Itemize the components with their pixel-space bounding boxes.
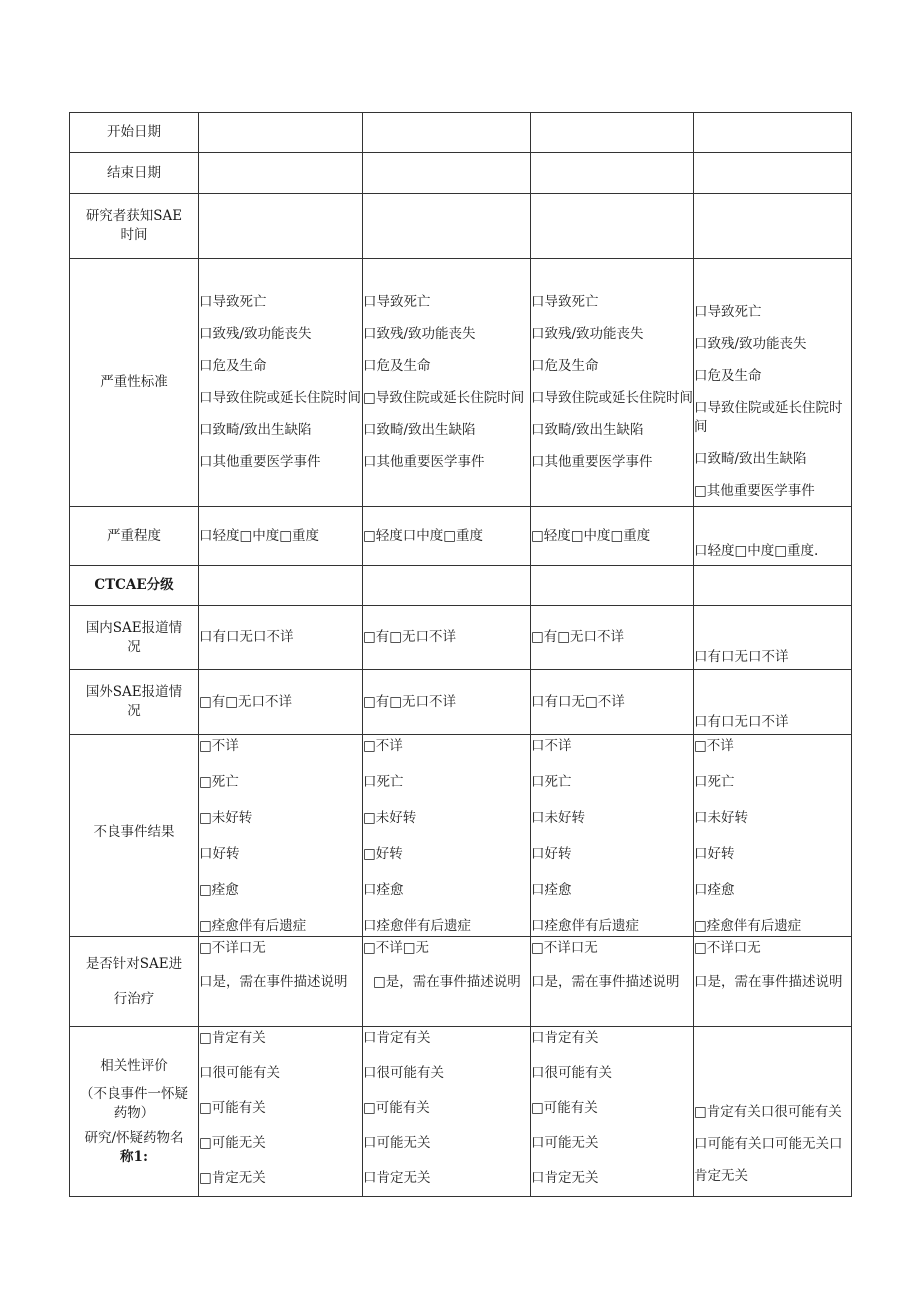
treatment-label-line1: 是否针对SAE进 — [85, 955, 183, 972]
start-date-field-4[interactable] — [694, 113, 852, 153]
relatedness-label-line4: 研究/怀疑药物名 — [84, 1129, 184, 1146]
awareness-time-field-3[interactable] — [531, 194, 694, 259]
option-death[interactable]: 口导致死亡 — [694, 304, 762, 320]
option-other-medical-event[interactable]: 口其他重要医学事件 — [531, 454, 653, 470]
option-definitely-unrelated[interactable]: 口肯定无关 — [363, 1170, 431, 1186]
option-birth-defect[interactable]: 口致畸/致出生缺陷 — [694, 451, 807, 467]
option-life-threatening[interactable]: 口危及生命 — [363, 358, 431, 374]
option-birth-defect[interactable]: 口致畸/致出生缺陷 — [363, 422, 476, 438]
foreign-options-4[interactable]: 口有口无口不详 — [694, 670, 852, 735]
criteria-options-2 — [363, 259, 531, 507]
option-recovered[interactable]: 口痊愈 — [363, 882, 404, 898]
option-yes-describe[interactable]: 口是，需在事件描述说明 — [531, 974, 680, 990]
option-improved[interactable]: □好转 — [363, 846, 403, 862]
row-domestic-reports — [70, 606, 852, 670]
option-hospitalization[interactable]: 口导致住院或延长住院时间 — [694, 400, 843, 435]
row-outcome — [70, 735, 852, 937]
domestic-options-1[interactable]: 口有口无口不详 — [199, 606, 363, 670]
option-improved[interactable]: 口好转 — [694, 846, 735, 862]
option-definitely-unrelated[interactable]: □肯定无关 — [199, 1170, 266, 1186]
option-birth-defect[interactable]: 口致畸/致出生缺陷 — [531, 422, 644, 438]
outcome-options-3 — [531, 735, 694, 937]
option-recovered-with-sequelae[interactable]: □痊愈伴有后遗症 — [694, 918, 802, 934]
foreign-options-2[interactable]: □有□无口不详 — [363, 670, 531, 735]
end-date-field-4[interactable] — [694, 153, 852, 194]
relatedness-label-line5: 称1: — [120, 1148, 148, 1165]
awareness-time-field-4[interactable] — [694, 194, 852, 259]
foreign-options-3[interactable]: 口有口无□不详 — [531, 670, 694, 735]
row-ctcae — [70, 566, 852, 606]
option-death[interactable]: 口导致死亡 — [531, 294, 599, 310]
option-possibly-related[interactable]: □可能有关 — [363, 1100, 430, 1116]
treatment-options-3 — [531, 937, 694, 1027]
option-yes-describe[interactable]: 口是，需在事件描述说明 — [199, 974, 348, 990]
severity-label: 严重程度 — [70, 507, 199, 566]
option-not-improved[interactable]: 口未好转 — [531, 810, 585, 826]
start-date-field-3[interactable] — [531, 113, 694, 153]
option-definitely-related[interactable]: 口肯定有关 — [363, 1030, 431, 1046]
option-recovered[interactable]: 口痊愈 — [694, 882, 735, 898]
domestic-label-line2: 况 — [127, 638, 141, 655]
domestic-options-3[interactable]: □有□无口不详 — [531, 606, 694, 670]
row-foreign-reports — [70, 670, 852, 735]
option-death[interactable]: 口死亡 — [531, 774, 572, 790]
option-probably-related[interactable]: 口很可能有关 — [363, 1065, 444, 1081]
ctcae-field-4[interactable] — [694, 566, 852, 606]
severity-options-3[interactable]: □轻度□中度□重度 — [531, 507, 694, 566]
end-date-field-1[interactable] — [199, 153, 363, 194]
option-death[interactable]: 口导致死亡 — [199, 294, 267, 310]
severity-options-2[interactable]: □轻度口中度□重度 — [363, 507, 531, 566]
option-recovered[interactable]: □痊愈 — [199, 882, 239, 898]
option-unknown-no[interactable]: □不详口无 — [694, 940, 761, 956]
option-possibly-related[interactable]: □可能有关 — [199, 1100, 266, 1116]
end-date-label: 结束日期 — [70, 153, 199, 194]
treatment-label-line2: 行治疗 — [113, 990, 155, 1007]
option-disability[interactable]: 口致残/致功能丧失 — [531, 326, 644, 342]
option-death[interactable]: 口死亡 — [694, 774, 735, 790]
start-date-label: 开始日期 — [70, 113, 199, 153]
option-not-improved[interactable]: 口未好转 — [694, 810, 748, 826]
severity-options-1[interactable]: 口轻度□中度□重度 — [199, 507, 363, 566]
awareness-time-field-1[interactable] — [199, 194, 363, 259]
ctcae-field-1[interactable] — [199, 566, 363, 606]
option-possibly-related[interactable]: □可能有关 — [531, 1100, 598, 1116]
outcome-options-1 — [199, 735, 363, 937]
option-possibly-unrelated[interactable]: 口可能无关 — [531, 1135, 599, 1151]
row-end-date — [70, 153, 852, 194]
option-not-improved[interactable]: □未好转 — [363, 810, 417, 826]
foreign-options-1[interactable]: □有□无口不详 — [199, 670, 363, 735]
option-life-threatening[interactable]: 口危及生命 — [694, 368, 762, 384]
foreign-label-line1: 国外SAE报道情 — [85, 684, 183, 700]
option-death[interactable]: □死亡 — [199, 774, 239, 790]
option-death[interactable]: 口死亡 — [363, 774, 404, 790]
ctcae-field-2[interactable] — [363, 566, 531, 606]
row-severity — [70, 507, 852, 566]
severity-options-4[interactable]: 口轻度□中度□重度. — [694, 507, 852, 566]
outcome-label: 不良事件结果 — [70, 735, 199, 937]
awareness-time-field-2[interactable] — [363, 194, 531, 259]
option-unknown[interactable]: □不详 — [694, 738, 734, 754]
option-other-medical-event[interactable]: 口其他重要医学事件 — [199, 454, 321, 470]
start-date-field-2[interactable] — [363, 113, 531, 153]
option-relatedness-inline[interactable]: □肯定有关口很可能有关口可能有关口可能无关口肯定无关 — [694, 1104, 843, 1184]
option-probably-related[interactable]: 口很可能有关 — [199, 1065, 280, 1081]
option-unknown[interactable]: □不详 — [199, 738, 239, 754]
option-recovered-with-sequelae[interactable]: 口痊愈伴有后遗症 — [531, 918, 639, 934]
row-seriousness-criteria — [70, 259, 852, 507]
start-date-field-1[interactable] — [199, 113, 363, 153]
option-unknown[interactable]: □不详 — [363, 738, 403, 754]
treatment-options-4 — [694, 937, 852, 1027]
option-other-medical-event[interactable]: 口其他重要医学事件 — [363, 454, 485, 470]
relatedness-label-line2: （不良事件一怀疑 — [80, 1085, 188, 1102]
foreign-label — [70, 670, 199, 735]
option-unknown-no[interactable]: □不详口无 — [199, 940, 266, 956]
ctcae-label: CTCAE分级 — [70, 566, 199, 606]
option-yes-describe[interactable]: 口是，需在事件描述说明 — [694, 974, 843, 990]
option-life-threatening[interactable]: 口危及生命 — [531, 358, 599, 374]
ctcae-field-3[interactable] — [531, 566, 694, 606]
relatedness-label — [70, 1027, 199, 1197]
option-death[interactable]: 口导致死亡 — [363, 294, 431, 310]
awareness-time-label — [70, 194, 199, 259]
option-recovered-with-sequelae[interactable]: □痊愈伴有后遗症 — [199, 918, 307, 934]
criteria-options-4 — [694, 259, 852, 507]
relatedness-options-4 — [694, 1027, 852, 1197]
row-start-date — [70, 113, 852, 153]
option-improved[interactable]: 口好转 — [531, 846, 572, 862]
row-treatment — [70, 937, 852, 1027]
criteria-options-1 — [199, 259, 363, 507]
criteria-label: 严重性标准 — [70, 259, 199, 507]
option-yes-describe[interactable]: □是，需在事件描述说明 — [373, 974, 521, 990]
option-recovered[interactable]: 口痊愈 — [531, 882, 572, 898]
domestic-label — [70, 606, 199, 670]
sae-report-table — [69, 112, 852, 1197]
row-awareness-time — [70, 194, 852, 259]
treatment-options-2 — [363, 937, 531, 1027]
option-unknown-no[interactable]: □不详□无 — [363, 940, 430, 956]
domestic-options-2[interactable]: □有□无口不详 — [363, 606, 531, 670]
option-hospitalization[interactable]: 口导致住院或延长住院时间 — [199, 390, 361, 406]
relatedness-options-2 — [363, 1027, 531, 1197]
option-probably-related[interactable]: 口很可能有关 — [531, 1065, 612, 1081]
end-date-field-3[interactable] — [531, 153, 694, 194]
option-definitely-related[interactable]: 口肯定有关 — [531, 1030, 599, 1046]
option-definitely-unrelated[interactable]: 口肯定无关 — [531, 1170, 599, 1186]
option-disability[interactable]: 口致残/致功能丧失 — [694, 336, 807, 352]
option-possibly-unrelated[interactable]: □可能无关 — [199, 1135, 266, 1151]
option-unknown-no[interactable]: □不详口无 — [531, 940, 598, 956]
option-unknown[interactable]: 口不详 — [531, 738, 572, 754]
relatedness-label-line3: 药物） — [113, 1104, 155, 1121]
option-hospitalization[interactable]: 口导致住院或延长住院时间 — [531, 390, 693, 406]
domestic-options-4[interactable]: 口有口无口不详 — [694, 606, 852, 670]
option-not-improved[interactable]: □未好转 — [199, 810, 253, 826]
option-recovered-with-sequelae[interactable]: 口痊愈伴有后遗症 — [363, 918, 471, 934]
relatedness-options-1 — [199, 1027, 363, 1197]
option-hospitalization[interactable]: □导致住院或延长住院时间 — [363, 390, 525, 406]
row-relatedness — [70, 1027, 852, 1197]
option-birth-defect[interactable]: 口致畸/致出生缺陷 — [199, 422, 312, 438]
outcome-options-4 — [694, 735, 852, 937]
option-disability[interactable]: 口致残/致功能丧失 — [199, 326, 312, 342]
treatment-label — [70, 937, 199, 1027]
end-date-field-2[interactable] — [363, 153, 531, 194]
treatment-options-1 — [199, 937, 363, 1027]
option-definitely-related[interactable]: □肯定有关 — [199, 1030, 266, 1046]
option-life-threatening[interactable]: 口危及生命 — [199, 358, 267, 374]
option-disability[interactable]: 口致残/致功能丧失 — [363, 326, 476, 342]
option-improved[interactable]: 口好转 — [199, 846, 240, 862]
criteria-options-3 — [531, 259, 694, 507]
option-other-medical-event[interactable]: □其他重要医学事件 — [694, 483, 815, 499]
awareness-time-label-line1: 研究者获知SAE — [85, 208, 183, 224]
option-possibly-unrelated[interactable]: 口可能无关 — [363, 1135, 431, 1151]
awareness-time-label-line2: 时间 — [120, 227, 148, 243]
domestic-label-line1: 国内SAE报道情 — [85, 619, 183, 636]
relatedness-options-3 — [531, 1027, 694, 1197]
outcome-options-2 — [363, 735, 531, 937]
relatedness-label-line1: 相关性评价 — [100, 1057, 168, 1074]
foreign-label-line2: 况 — [127, 703, 141, 719]
